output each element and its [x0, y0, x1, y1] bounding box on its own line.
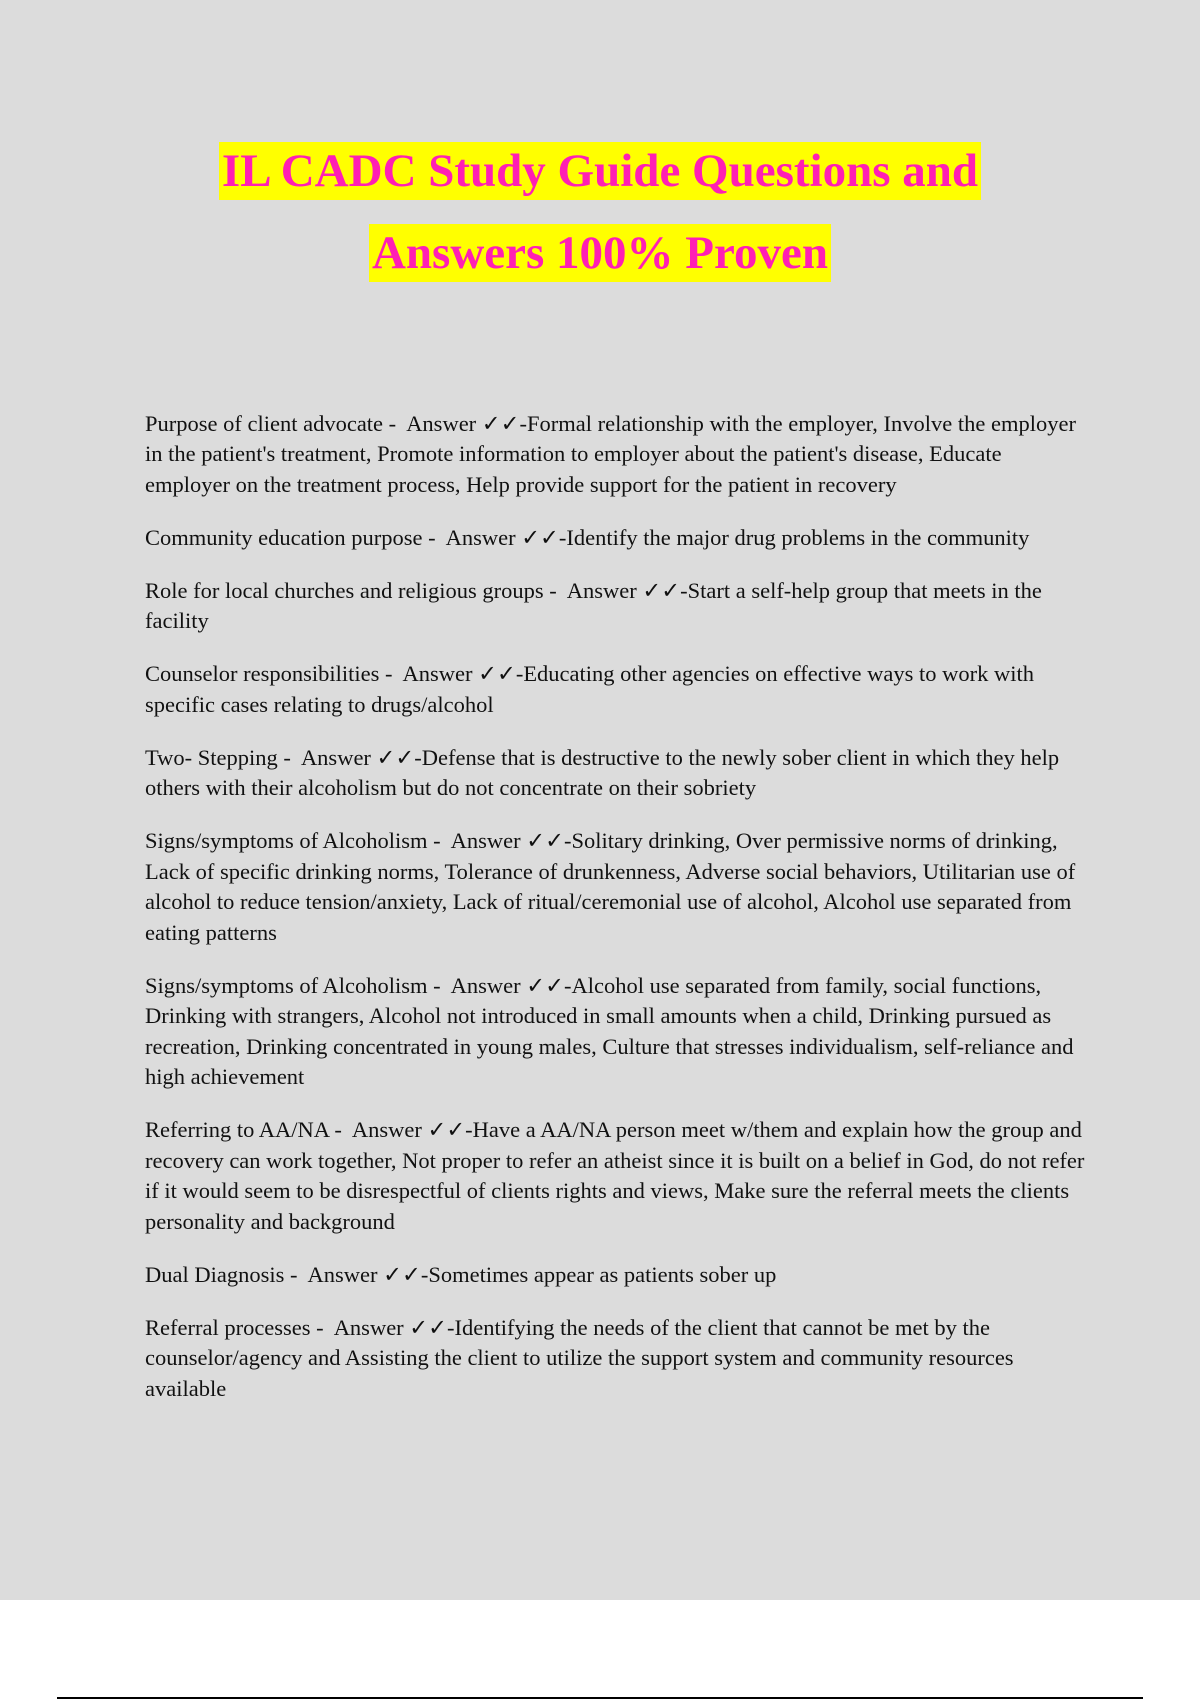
qa-item [145, 743, 1090, 804]
answer-label: Answer ✓✓- [450, 972, 572, 998]
answer-label: Answer ✓✓- [402, 661, 524, 686]
qa-answer: Formal relationship with the employer, Involve the employer in the patient's treatment, Promote information to employer about the patient's disease, Educate employer on the treatment process, Help provide support for the patient in recovery [145, 410, 1076, 497]
qa-item [145, 659, 1090, 720]
qa-answer: Solitary drinking, Over permissive norms of drinking, Lack of specific drinking norms, Tolerance of drunkenness, Adverse social behaviors, Utilitarian use of alcohol to reduce tension/anxiety, Lack of ritual/ceremonial use of alcohol, Alcohol use separated from eating patterns [145, 828, 1076, 945]
answer-label: Answer ✓✓- [307, 1261, 429, 1287]
qa-item [145, 1115, 1090, 1237]
title-line-1: IL CADC Study Guide Questions and [219, 142, 981, 200]
qa-answer: Identify the major drug problems in the community [566, 524, 1030, 550]
qa-item [145, 1260, 1090, 1291]
document-title [0, 142, 1200, 282]
qa-item [145, 523, 1090, 554]
qa-term: Counselor responsibilities - [145, 661, 393, 686]
qa-item [145, 971, 1090, 1093]
answer-label: Answer ✓✓- [351, 1117, 473, 1142]
answer-label: Answer ✓✓- [450, 828, 572, 853]
qa-term: Purpose of client advocate - [145, 410, 397, 436]
qa-item [145, 409, 1090, 501]
qa-item [145, 826, 1090, 948]
qa-term: Dual Diagnosis - [145, 1261, 298, 1287]
qa-answer: Start a self-help group that meets in the facility [145, 577, 1042, 633]
qa-answer: Identifying the needs of the client that cannot be met by the counselor/agency and Assisting the client to utilize the support system and community resources available [145, 1314, 1014, 1401]
qa-answer: Educating other agencies on effective ways to work with specific cases relating to drugs/alcohol [145, 661, 1034, 717]
qa-item [145, 576, 1090, 637]
answer-label: Answer ✓✓- [333, 1314, 455, 1340]
qa-term: Role for local churches and religious groups - [145, 577, 557, 603]
qa-answer: Defense that is destructive to the newly sober client in which they help others with their alcoholism but do not concentrate on their sobriety [145, 744, 1060, 800]
qa-term: Signs/symptoms of Alcoholism - [145, 972, 441, 998]
answer-label: Answer ✓✓- [300, 744, 422, 770]
qa-term: Referring to AA/NA - [145, 1117, 342, 1142]
footer-rule [57, 1697, 1143, 1699]
qa-answer: Alcohol use separated from family, social functions, Drinking with strangers, Alcohol not introduced in small amounts when a child, Drinking pursued as recreation, Drinking concentrated in young males, Culture that stresses individualism, self-reliance and high achievement [145, 972, 1074, 1089]
title-line-2: Answers 100% Proven [369, 224, 831, 282]
answer-label: Answer ✓✓- [566, 577, 688, 603]
qa-list [145, 386, 1090, 1423]
qa-item [145, 1313, 1090, 1405]
qa-answer: Sometimes appear as patients sober up [428, 1261, 777, 1287]
qa-term: Community education purpose - [145, 524, 436, 550]
answer-label: Answer ✓✓- [406, 410, 527, 436]
qa-term: Referral processes - [145, 1314, 324, 1340]
qa-term: Two- Stepping - [145, 744, 291, 770]
qa-answer: Have a AA/NA person meet w/them and explain how the group and recovery can work together, Not proper to refer an atheist since it is built on a belief in God, do not refer if it would seem to be disrespectful of clients rights and views, Make sure the referral meets the clients personality and background [145, 1117, 1085, 1234]
qa-term: Signs/symptoms of Alcoholism - [145, 828, 441, 853]
answer-label: Answer ✓✓- [445, 524, 567, 550]
